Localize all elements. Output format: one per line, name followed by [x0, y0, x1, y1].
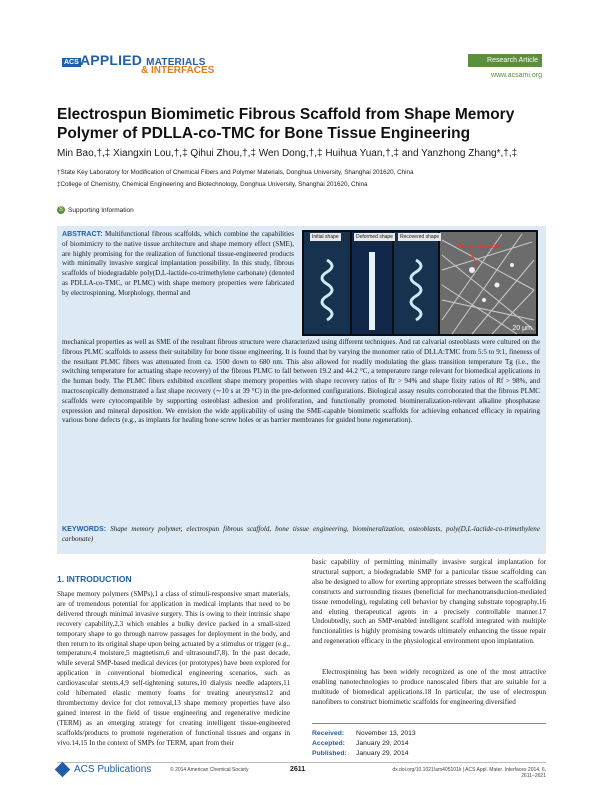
supporting-info-label: Supporting Information: [68, 206, 134, 214]
date-published-label: Published:: [312, 750, 347, 757]
date-published-value: January 29, 2014: [356, 750, 409, 757]
graphic-scale-bar: 20 μm: [512, 325, 532, 332]
acs-badge: ACS: [64, 59, 79, 66]
abstract-narrow-text: Multifunctional fibrous scaffolds, which combine the capabilities of biomimicry to the native tissue architecture and shape memory effect (SME), are highly promising for the realization of functional tissue-engineered products with minimally invasive surgical implantation possibility. In this study, fibrous scaffolds of biodegradable poly(D,L-lactide-co-trimethylene carbonate) (denoted as PDLLA-co-TMC, or PLMC) with shape memory properties were fabricated by electrospinning. Morphology, thermal and: [62, 230, 294, 297]
intro-paragraph-3: Electrospinning has been widely recognized as one of the most attractive enabling nanotechnologies to produce nanoscaled fibers that are suitable for a multitude of biomedical applications.18 In particular, the use of electrospun nanofibers to construct biomimetic scaffolds for engineering diversified: [312, 668, 546, 706]
date-received-value: November 13, 2013: [356, 730, 416, 737]
date-received-label: Received:: [312, 730, 345, 737]
journal-site-link[interactable]: www.acsami.org: [491, 72, 542, 79]
publisher-label: ACS Publications: [74, 764, 152, 775]
section-heading-introduction: 1. INTRODUCTION: [57, 574, 132, 584]
affiliation-2: ‡College of Chemistry, Chemical Engineering and Biotechnology, Donghua University, Shanghai 201620, China: [57, 181, 368, 188]
author-list: Min Bao,†,‡ Xiangxin Lou,†,‡ Qihui Zhou,†,‡ Wen Dong,†,‡ Huihua Yuan,†,‡ and Yanzhong Zhang*,†,‡: [57, 148, 518, 159]
copyright: © 2014 American Chemical Society: [170, 767, 249, 773]
keywords-text: Shape memory polymer, electrospun fibrous scaffold, bone tissue engineering, biomineralization, osteoblasts, poly(D,L-lactide-co-trimethylene carbonate): [62, 525, 540, 543]
graphic-label-initial: Initial shape: [312, 234, 339, 240]
journal-line1: APPLIED: [80, 52, 143, 68]
date-published: [312, 749, 546, 759]
keywords-label: KEYWORDS:: [62, 525, 107, 533]
abstract-label: ABSTRACT:: [62, 230, 103, 238]
date-accepted: [312, 739, 546, 749]
graphic-label-recovered: Recovered shape: [400, 234, 440, 240]
footer-divider: [57, 762, 546, 763]
intro-paragraph-1: Shape memory polymers (SMPs),1 a class of stimuli-responsive smart materials, are of tremendous potential for application in medical implants that need to be delivered through minimal invasive surgery. This is owing to their intrinsic shape recovery capability,2,3 which enables a bulky device packed in a small-sized temporary shape to go through narrow passages for deployment in the body, and then return to its original shape upon being actuated by a stimulus or trigger (e.g., temperature,4 moisture,5 magnetism,6 and ultrasound7,8). In the past decade, while several SMP-based medical devices (or prototypes) have been explored for application in conventional biomedical engineering scenarios, such as cardiovascular stents,4,9 self-tightening sutures,10 dialysis needle adapters,11 cold hibernated elastic memory foams for treating aneurysms12 and thrombectomy device for clot removal,13 shape memory properties have also gained interest in the field of tissue engineering and regenerative medicine (TERM) as an emerging strategy for creating intelligent tissue-engineered scaffolds/products to promote regeneration of functional tissues and organs in vivo.14,15 In the context of SMPs for TERM, apart from their: [57, 590, 290, 747]
intro-column-2b: [312, 668, 546, 708]
acs-publications-logo[interactable]: [57, 764, 151, 775]
acs-logo-icon: [55, 762, 71, 778]
journal-line1-sub: MATERIALS: [146, 57, 206, 68]
abstract-wide-text: mechanical properties as well as SME of the resultant fibrous structure were characterized using different techniques. And rat calvarial osteoblasts were cultured on the fibrous PLMC scaffolds to assess their suitability for bone tissue engineering. It is found that by varying the monomer ratio of DLLA:TMC from 5:5 to 9:1, fineness of the resultant PLMC fibers was attenuated from ca. 1500 down to 680 nm. This also allowed for readily modulating the glass transition temperature Tg (i.e., the switching temperature for actuating shape recovery) of the fibrous PLMC to fall between 19.2 and 44.2 °C, a temperature range relevant for biomedical applications in the human body. The PLMC fibers exhibited excellent shape memory properties with shape recovery ratios of Rr > 94% and shape fixity ratios of Rf > 98%, and macroscopically demonstrated a fast shape recovery (∼10 s at 39 °C) in the pre-deformed configurations. Biological assay results corroborated that the fibrous PLMC scaffolds were cytocompatible by supporting osteoblast adhesion and proliferation, and functionally promoted biomineralization-relevant alkaline phosphatase expression and mineral deposition. We envision the wide applicability of using the SME-capable biomimetic scaffolds for achieving enhanced efficacy in repairing various bone defects (e.g., as implants for healing bone screw holes or as barrier membranes for guided bone regeneration).: [62, 338, 540, 425]
article-title: Electrospun Biomimetic Fibrous Scaffold from Shape Memory Polymer of PDLLA-co-TMC for Bone Tissue Engineering: [57, 106, 515, 142]
supporting-info-link[interactable]: [57, 206, 134, 214]
date-received: [312, 729, 546, 739]
graphic-label-mineral: Mineral deposits: [457, 244, 501, 250]
page-number: 2611: [290, 766, 306, 773]
intro-paragraph-2: basic capability of permitting minimally invasive surgical implantation for structural support, a biodegradable SMP for a particular tissue scaffolding can also be designed to allow for exerting appropriate stresses between the scaffolding constructs and surrounding tissues (beneficial for mechanotransduction-mediated tissue remodeling), regulating cell behavior by changing substrate topography,16 and eluting therapeutical agents in a precisely controllable manner.17 Undoubtedly, such an SMP-enabled intelligent scaffold integrated with multiple functionalities is highly promising towards ultimately enhancing the tissue repair and regeneration efficacy in the physiological environment upon implantation.: [312, 558, 546, 646]
graphic-illustration: [302, 230, 538, 336]
intro-column-2: [312, 558, 546, 647]
doi-citation[interactable]: dx.doi.org/10.1021/am405101k | ACS Appl. Mater. Interfaces 2014, 6, 2611−2621: [392, 767, 546, 779]
graphic-label-deformed: Deformed shape: [356, 234, 393, 240]
date-accepted-label: Accepted:: [312, 740, 345, 747]
date-accepted-value: January 29, 2014: [356, 740, 409, 747]
journal-line2: & INTERFACES: [141, 65, 215, 76]
toc-graphic: [302, 230, 538, 336]
keywords: [62, 525, 540, 545]
article-type-badge: Research Article: [468, 54, 542, 67]
abstract-narrow: [62, 230, 294, 299]
affiliation-1: †State Key Laboratory for Modification of Chemical Fibers and Polymer Materials, Donghua University, Shanghai 201620, China: [57, 169, 414, 176]
publication-dates: [312, 723, 546, 759]
intro-column-1: [57, 590, 290, 749]
supporting-info-icon: S: [58, 207, 63, 213]
